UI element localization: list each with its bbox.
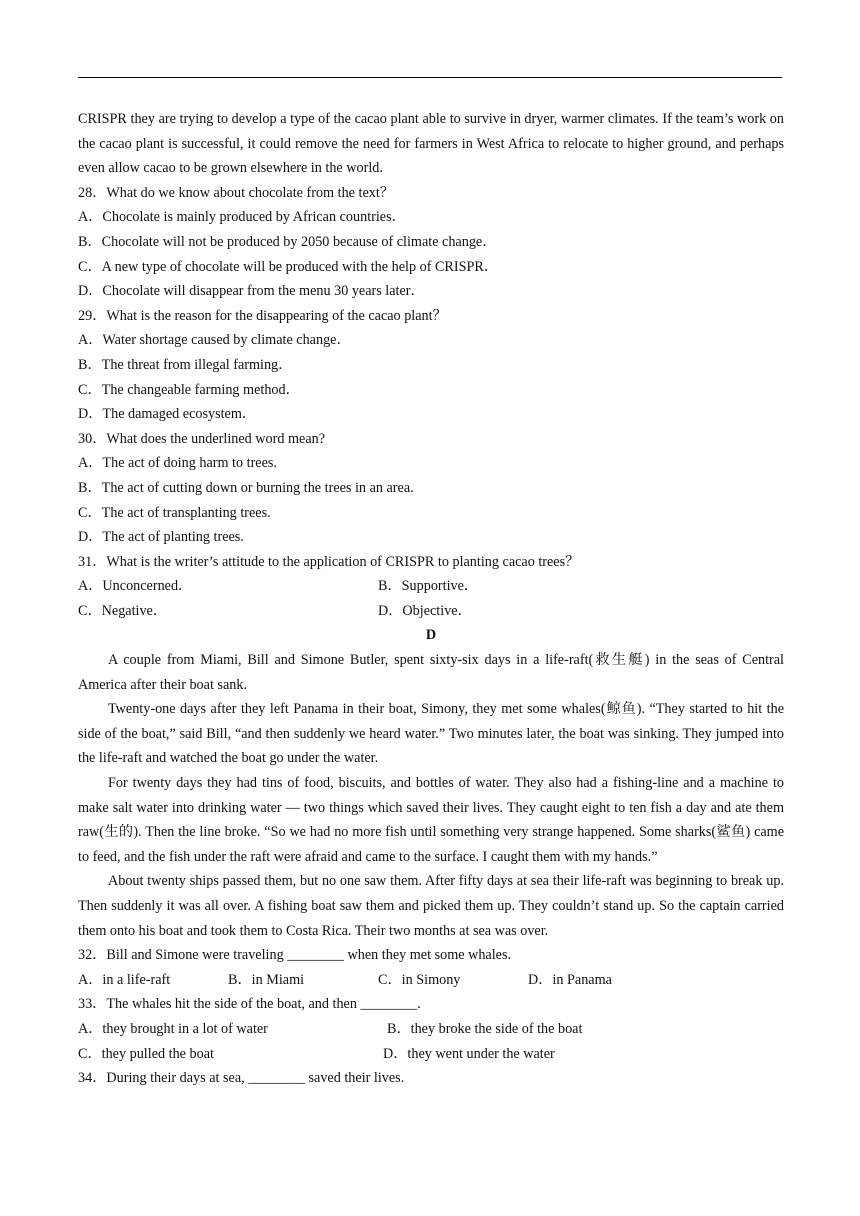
passage-d-paragraph: A couple from Miami, Bill and Simone Butler, spent sixty-six days in a life-raft(救生艇) in the seas of Central America after their boat sank. [78,652,784,693]
option-a: A．Water shortage caused by climate change． [78,332,351,349]
question-stem: 28．What do we know about chocolate from the text？ [78,184,394,201]
options-row [78,1042,784,1067]
option-a: A．Unconcerned． [78,578,193,595]
option-d: D．Objective． [378,602,472,619]
passage-d-paragraph: About twenty ships passed them, but no one saw them. After fifty days at sea their life-raft was beginning to break up. Then suddenly it was all over. A fishing boat saw them and picked them up. They couldn’t stand up. So the captain carried them onto his boat and took them to Costa Rica. Their two months at sea was over. [78,873,784,939]
question-stem: 29．What is the reason for the disappearing of the cacao plant？ [78,307,447,324]
option-b: B．Supportive． [378,578,479,595]
option-d: D．in Panama [528,971,612,988]
options-row [78,1017,784,1042]
question-stem: 30．What does the underlined word mean? [78,430,326,447]
passage-c-tail: CRISPR they are trying to develop a type of the cacao plant able to survive in dryer, warmer climates. If the team’s work on the cacao plant is successful, it could remove the need for farmers in West Africa to relocate to higher ground, and perhaps even allow cacao to be grown elsewhere in the world. [78,111,784,177]
question-stem: 32．Bill and Simone were traveling ________ when they met some whales. [78,947,512,964]
option-b: B．The threat from illegal farming． [78,356,293,373]
option-a: A．in a life-raft [78,971,171,988]
document-page [78,107,784,1091]
option-b: B．Chocolate will not be produced by 2050 because of climate change． [78,233,497,250]
options-row [78,574,784,599]
option-c: C．The act of transplanting trees. [78,504,271,521]
question-31 [78,550,784,624]
passage-d-paragraph: For twenty days they had tins of food, biscuits, and bottles of water. They also had a fishing-line and a machine to make salt water into drinking water — two things which saved their lives. They caught eight to ten fish a day and ate them raw(生的). Then the line broke. “So we had no more fish until something very strange happened. Some sharks(鲨鱼) came to feed, and the fish under the raft were afraid and came to the surface. I caught them with my hands.” [78,775,784,865]
question-32 [78,943,784,992]
question-30 [78,427,784,550]
option-b: B．The act of cutting down or burning the trees in an area. [78,479,414,496]
header-rule [78,77,782,78]
option-c: C．The changeable farming method． [78,381,300,398]
passage-d-paragraph: Twenty-one days after they left Panama in their boat, Simony, they met some whales(鲸鱼). “They started to hit the side of the boat,” said Bill, “and then suddenly we heard water.” Two minutes later, the boat was sinking. They jumped into the life-raft and watched the boat go under the water. [78,701,784,767]
option-a: A．The act of doing harm to trees. [78,455,277,472]
option-a: A．Chocolate is mainly produced by African countries． [78,209,406,226]
option-b: B．they broke the side of the boat [387,1020,583,1037]
question-34 [78,1066,784,1091]
question-33 [78,992,784,1066]
question-stem: 34．During their days at sea, ________ saved their lives. [78,1070,405,1087]
question-stem: 31．What is the writer’s attitude to the application of CRISPR to planting cacao trees？ [78,553,580,570]
option-c: C．A new type of chocolate will be produced with the help of CRISPR． [78,258,499,275]
option-d: D．The act of planting trees. [78,529,244,546]
question-29 [78,304,784,427]
option-c: C．Negative． [78,602,168,619]
option-c: C．in Simony [378,971,461,988]
option-d: D．they went under the water [383,1045,555,1062]
section-heading: D [425,627,437,644]
option-c: C．they pulled the boat [78,1045,214,1062]
question-28 [78,181,784,304]
option-a: A．they brought in a lot of water [78,1020,268,1037]
options-row [78,968,784,993]
options-row [78,599,784,624]
option-d: D．Chocolate will disappear from the menu 30 years later． [78,283,425,300]
option-d: D．The damaged ecosystem． [78,406,257,423]
option-b: B．in Miami [228,971,305,988]
question-stem: 33．The whales hit the side of the boat, and then ________. [78,996,421,1013]
